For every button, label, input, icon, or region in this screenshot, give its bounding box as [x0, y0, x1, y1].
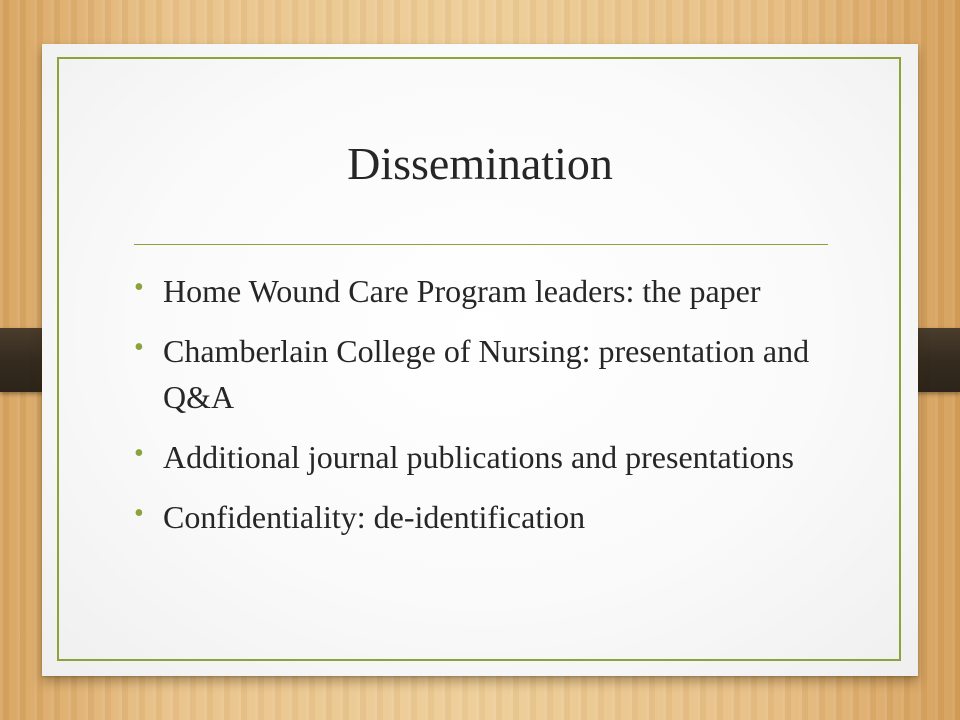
bullet-text: Confidentiality: de-identification	[163, 499, 586, 535]
bullet-text: Chamberlain College of Nursing: presentation and Q&A	[163, 333, 810, 415]
bullet-icon: •	[134, 438, 144, 469]
bullet-item	[134, 268, 824, 314]
bullet-item	[134, 494, 824, 540]
bullet-list	[134, 268, 824, 554]
bullet-text: Home Wound Care Program leaders: the paper	[163, 273, 761, 309]
bullet-icon: •	[134, 332, 144, 363]
title-divider	[134, 244, 828, 245]
bullet-icon: •	[134, 272, 144, 303]
bullet-item	[134, 328, 824, 420]
slide-title: Dissemination	[347, 138, 613, 189]
bullet-icon: •	[134, 498, 144, 529]
bullet-item	[134, 434, 824, 480]
bullet-text: Additional journal publications and presentations	[163, 439, 794, 475]
